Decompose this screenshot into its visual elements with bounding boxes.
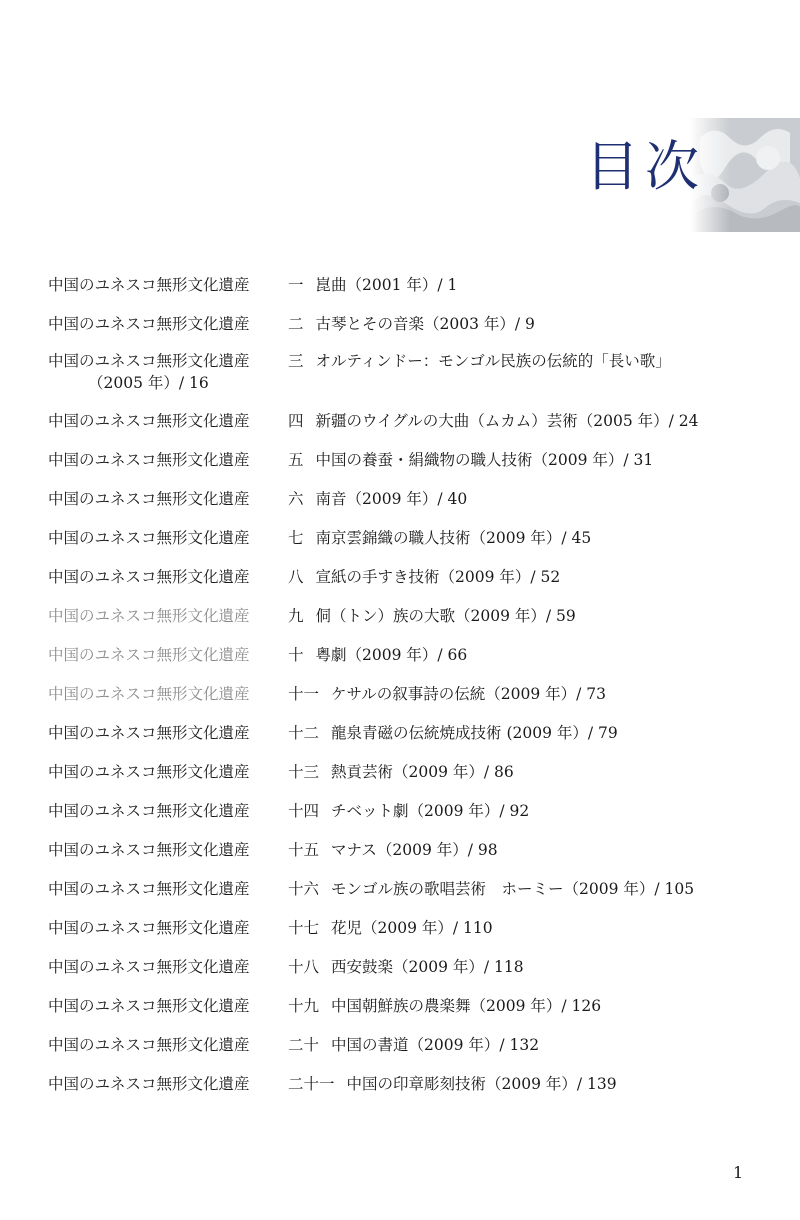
- entry-prefix: 中国のユネスコ無形文化遺産: [48, 1036, 250, 1054]
- entry-number: 二十: [288, 1036, 320, 1054]
- entry-number: 十一: [288, 685, 320, 703]
- entry-prefix: 中国のユネスコ無形文化遺産: [48, 841, 250, 859]
- decorative-pattern: [690, 118, 800, 232]
- entry-title: モンゴル族の歌唱芸術 ホーミー（2009 年）/ 105: [331, 880, 695, 898]
- entry-number: 二: [288, 315, 304, 333]
- entry-prefix: 中国のユネスコ無形文化遺産: [48, 724, 250, 742]
- entry-title: 古琴とその音楽（2003 年）/ 9: [315, 315, 535, 333]
- toc-entry: [48, 831, 748, 870]
- entry-title: 粤劇（2009 年）/ 66: [315, 646, 468, 664]
- entry-continuation: （2005 年）/ 16: [88, 374, 209, 392]
- entry-number: 十二: [288, 724, 320, 742]
- entry-number: 三: [288, 352, 304, 370]
- toc-entry: [48, 441, 748, 480]
- toc-entry: [48, 753, 748, 792]
- entry-prefix: 中国のユネスコ無形文化遺産: [48, 880, 250, 898]
- entry-title: 宣紙の手すき技術（2009 年）/ 52: [315, 568, 561, 586]
- page-number: 1: [733, 1163, 744, 1182]
- entry-title: 花児（2009 年）/ 110: [331, 919, 493, 937]
- entry-prefix: 中国のユネスコ無形文化遺産: [48, 315, 250, 333]
- entry-title: チベット劇（2009 年）/ 92: [331, 802, 530, 820]
- toc-entry: [48, 909, 748, 948]
- entry-title: オルティンドー：モンゴル民族の伝統的「長い歌」: [315, 352, 671, 370]
- entry-number: 十七: [288, 919, 320, 937]
- entry-title: 中国朝鮮族の農楽舞（2009 年）/ 126: [331, 997, 602, 1015]
- entry-number: 八: [288, 568, 304, 586]
- toc-entry: [48, 558, 748, 597]
- toc-entry: [48, 870, 748, 909]
- entry-number: 二十一: [288, 1075, 335, 1093]
- entry-prefix: 中国のユネスコ無形文化遺産: [48, 685, 250, 703]
- entry-number: 十五: [288, 841, 320, 859]
- entry-number: 一: [288, 276, 304, 294]
- toc-entry: [48, 1026, 748, 1065]
- entry-title: マナス（2009 年）/ 98: [331, 841, 498, 859]
- entry-title: 南音（2009 年）/ 40: [315, 490, 468, 508]
- entry-number: 九: [288, 607, 304, 625]
- entry-title: 西安鼓楽（2009 年）/ 118: [331, 958, 524, 976]
- toc-entry: [48, 344, 748, 402]
- entry-number: 十六: [288, 880, 320, 898]
- entry-prefix: 中国のユネスコ無形文化遺産: [48, 529, 250, 547]
- toc-entry: [48, 636, 748, 675]
- toc-entry: [48, 480, 748, 519]
- toc-entry: [48, 402, 748, 441]
- toc-entry: [48, 792, 748, 831]
- entry-prefix: 中国のユネスコ無形文化遺産: [48, 276, 250, 294]
- entry-number: 十八: [288, 958, 320, 976]
- entry-title: 龍泉青磁の伝統焼成技術 (2009 年）/ 79: [331, 724, 618, 742]
- entry-prefix: 中国のユネスコ無形文化遺産: [48, 568, 250, 586]
- entry-title: 中国の印章彫刻技術（2009 年）/ 139: [346, 1075, 617, 1093]
- entry-title: 中国の養蚕・絹織物の職人技術（2009 年）/ 31: [315, 451, 654, 469]
- table-of-contents: [48, 266, 748, 1104]
- entry-prefix: 中国のユネスコ無形文化遺産: [48, 1075, 250, 1093]
- entry-title: 新疆のウイグルの大曲（ムカム）芸術（2005 年）/ 24: [315, 412, 699, 430]
- entry-prefix: 中国のユネスコ無形文化遺産: [48, 352, 250, 370]
- entry-number: 十九: [288, 997, 320, 1015]
- entry-prefix: 中国のユネスコ無形文化遺産: [48, 802, 250, 820]
- entry-title: 南京雲錦織の職人技術（2009 年）/ 45: [315, 529, 592, 547]
- entry-title: 熱貢芸術（2009 年）/ 86: [331, 763, 514, 781]
- page-title: 目次: [585, 135, 705, 198]
- entry-title: ケサルの叙事詩の伝統（2009 年）/ 73: [331, 685, 606, 703]
- toc-entry: [48, 948, 748, 987]
- entry-prefix: 中国のユネスコ無形文化遺産: [48, 490, 250, 508]
- toc-entry: [48, 987, 748, 1026]
- toc-entry: [48, 714, 748, 753]
- toc-entry: [48, 1065, 748, 1104]
- entry-number: 十四: [288, 802, 320, 820]
- toc-entry: [48, 305, 748, 344]
- entry-prefix: 中国のユネスコ無形文化遺産: [48, 919, 250, 937]
- entry-prefix: 中国のユネスコ無形文化遺産: [48, 607, 250, 625]
- entry-prefix: 中国のユネスコ無形文化遺産: [48, 412, 250, 430]
- entry-title: 侗（トン）族の大歌（2009 年）/ 59: [315, 607, 576, 625]
- entry-prefix: 中国のユネスコ無形文化遺産: [48, 997, 250, 1015]
- entry-title: 崑曲（2001 年）/ 1: [315, 276, 458, 294]
- entry-prefix: 中国のユネスコ無形文化遺産: [48, 646, 250, 664]
- entry-title: 中国の書道（2009 年）/ 132: [331, 1036, 540, 1054]
- entry-number: 四: [288, 412, 304, 430]
- toc-entry: [48, 597, 748, 636]
- toc-entry: [48, 266, 748, 305]
- entry-number: 六: [288, 490, 304, 508]
- toc-entry: [48, 675, 748, 714]
- entry-number: 七: [288, 529, 304, 547]
- toc-entry: [48, 519, 748, 558]
- entry-number: 十三: [288, 763, 320, 781]
- entry-number: 十: [288, 646, 304, 664]
- entry-number: 五: [288, 451, 304, 469]
- entry-prefix: 中国のユネスコ無形文化遺産: [48, 451, 250, 469]
- entry-prefix: 中国のユネスコ無形文化遺産: [48, 763, 250, 781]
- entry-prefix: 中国のユネスコ無形文化遺産: [48, 958, 250, 976]
